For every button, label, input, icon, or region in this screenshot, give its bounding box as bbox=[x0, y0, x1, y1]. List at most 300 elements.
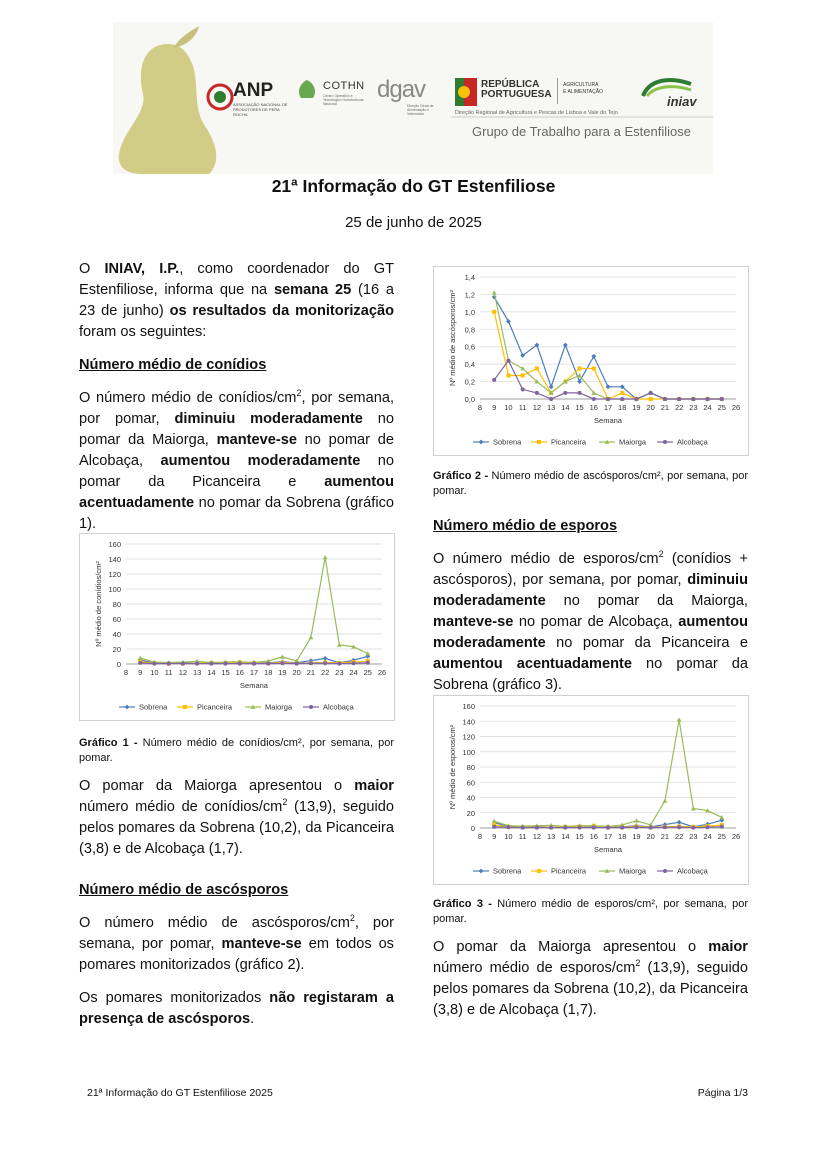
bold-text: não registaram a presença de ascósporos bbox=[79, 990, 394, 1027]
legend-marker bbox=[125, 705, 130, 710]
data-point bbox=[492, 819, 497, 823]
x-tick-label: 19 bbox=[632, 403, 641, 412]
legend-label: Maiorga bbox=[265, 702, 293, 712]
data-point bbox=[280, 661, 284, 665]
caption-2-text bbox=[433, 469, 748, 499]
bold-text: diminuiu moderadamente bbox=[174, 411, 363, 427]
text-run: no pomar de Alcobaça, bbox=[513, 614, 679, 630]
data-point bbox=[323, 555, 328, 559]
bold-text: maior bbox=[708, 939, 748, 955]
data-point bbox=[521, 387, 525, 391]
x-tick-label: 14 bbox=[561, 403, 570, 412]
intro-paragraph bbox=[79, 259, 394, 343]
x-tick-label: 14 bbox=[207, 668, 216, 677]
y-axis-label: Nº médio de ascósporos/cm² bbox=[448, 289, 457, 387]
x-tick-label: 16 bbox=[589, 403, 598, 412]
iniav-wordmark: iniav bbox=[667, 94, 697, 109]
data-point bbox=[663, 825, 667, 829]
legend-marker bbox=[309, 705, 313, 709]
series-line-maiorga bbox=[140, 558, 368, 663]
x-tick-label: 18 bbox=[618, 832, 627, 841]
data-point bbox=[592, 826, 596, 830]
data-point bbox=[224, 662, 228, 666]
y-tick-label: 1,0 bbox=[464, 307, 475, 317]
data-point bbox=[492, 825, 496, 829]
document-date: 25 de junho de 2025 bbox=[345, 214, 482, 231]
y-tick-label: 1,4 bbox=[464, 273, 475, 282]
x-tick-label: 17 bbox=[603, 403, 613, 412]
text-run: número médio de esporos/cm bbox=[433, 960, 636, 976]
legend-item bbox=[657, 867, 709, 876]
x-tick-label: 17 bbox=[249, 668, 259, 677]
legend-item bbox=[245, 703, 293, 712]
data-point bbox=[563, 391, 567, 395]
text-run: no pomar da Maiorga, bbox=[79, 411, 394, 448]
data-point bbox=[549, 397, 553, 401]
text-run: O número médio de conídios/cm bbox=[79, 390, 297, 406]
text-run: no pomar da Sobrena (gráfico 3). bbox=[433, 656, 748, 693]
text-run: no pomar de Alcobaça, bbox=[79, 432, 395, 469]
data-point bbox=[506, 825, 510, 829]
data-point bbox=[506, 319, 511, 324]
legend-label: Sobrena bbox=[493, 437, 522, 447]
x-tick-label: 25 bbox=[363, 668, 372, 677]
data-point bbox=[323, 656, 328, 661]
data-point bbox=[578, 826, 582, 830]
superscript: 2 bbox=[349, 913, 355, 924]
y-tick-label: 1,2 bbox=[464, 290, 475, 300]
data-point bbox=[309, 661, 313, 665]
x-tick-label: 20 bbox=[646, 403, 655, 412]
x-tick-label: 16 bbox=[589, 832, 598, 841]
x-tick-label: 9 bbox=[492, 832, 497, 841]
y-tick-label: 160 bbox=[462, 702, 475, 711]
legend-label: Maiorga bbox=[619, 866, 647, 876]
x-tick-label: 13 bbox=[192, 668, 202, 677]
x-tick-label: 26 bbox=[731, 832, 741, 841]
x-tick-label: 15 bbox=[575, 403, 584, 412]
text-run: , por semana, por pomar, bbox=[79, 390, 394, 427]
y-tick-label: 140 bbox=[462, 717, 475, 727]
data-point bbox=[535, 391, 539, 395]
data-point bbox=[677, 397, 681, 401]
data-point bbox=[649, 391, 653, 395]
data-point bbox=[352, 661, 356, 665]
x-tick-label: 13 bbox=[546, 403, 556, 412]
caption-chart-3 bbox=[433, 897, 748, 927]
x-tick-label: 22 bbox=[320, 668, 330, 677]
data-point bbox=[138, 661, 142, 665]
caption-1-text bbox=[79, 736, 394, 766]
data-point bbox=[663, 397, 667, 401]
anp-emblem-icon bbox=[205, 82, 235, 112]
data-point bbox=[521, 373, 525, 377]
right-column-lower bbox=[433, 937, 748, 1033]
text-run: em todos os pomares monitorizados (gráfico 2). bbox=[79, 936, 394, 973]
x-tick-label: 11 bbox=[164, 668, 173, 677]
x-tick-label: 19 bbox=[632, 832, 641, 841]
legend-label: Alcobaça bbox=[677, 866, 708, 876]
y-tick-label: 0,6 bbox=[464, 342, 475, 352]
footer-page-number: Página 1/3 bbox=[697, 1087, 748, 1099]
series-line-maiorga bbox=[494, 293, 722, 399]
superscript: 2 bbox=[296, 388, 302, 399]
text-run: (13,9), seguido pelos pomares da Sobrena (10,2), da Picanceira (3,8) e de Alcobaça (1,7). bbox=[433, 960, 748, 1018]
x-tick-label: 20 bbox=[292, 668, 301, 677]
y-tick-label: 60 bbox=[466, 778, 475, 788]
x-tick-label: 25 bbox=[717, 403, 726, 412]
bold-text: aumentou acentuadamente bbox=[433, 656, 632, 672]
x-tick-label: 23 bbox=[689, 403, 698, 412]
y-tick-label: 160 bbox=[108, 540, 121, 549]
bold-text: aumentou moderadamente bbox=[433, 614, 748, 651]
legend-label: Maiorga bbox=[619, 437, 647, 447]
y-tick-label: 0,8 bbox=[464, 325, 475, 335]
y-tick-label: 100 bbox=[108, 585, 121, 594]
data-point bbox=[323, 661, 327, 665]
legend-item bbox=[177, 703, 233, 712]
series-line-sobrena bbox=[494, 297, 722, 399]
data-point bbox=[620, 397, 624, 401]
data-point bbox=[606, 826, 610, 830]
paragraph-esporos bbox=[433, 549, 748, 696]
superscript: 2 bbox=[282, 797, 288, 808]
data-point bbox=[549, 826, 553, 830]
x-tick-label: 23 bbox=[335, 668, 344, 677]
x-tick-label: 16 bbox=[235, 668, 244, 677]
x-tick-label: 12 bbox=[532, 403, 542, 412]
data-point bbox=[492, 310, 496, 314]
bold-text: maior bbox=[354, 778, 394, 794]
chart-1 bbox=[79, 533, 395, 721]
legend-label: Picanceira bbox=[551, 866, 587, 876]
legend-label: Picanceira bbox=[551, 437, 587, 447]
text-run: Número médio de conídios/cm², por semana, por pomar. bbox=[79, 737, 394, 764]
chart-3 bbox=[433, 695, 749, 885]
text-run: O bbox=[79, 261, 105, 277]
dgav-logo bbox=[377, 76, 443, 120]
data-point bbox=[706, 825, 710, 829]
data-point bbox=[152, 662, 156, 666]
data-point bbox=[506, 359, 510, 363]
x-axis-label: Semana bbox=[594, 416, 622, 425]
text-run: número médio de conídios/cm bbox=[79, 799, 283, 815]
y-tick-label: 20 bbox=[466, 808, 475, 818]
y-tick-label: 0,4 bbox=[464, 360, 475, 370]
data-point bbox=[620, 826, 624, 830]
data-point bbox=[535, 366, 539, 370]
dgav-subtitle: Direção Geral de Alimentação e Veterinária bbox=[407, 104, 434, 116]
data-point bbox=[634, 825, 638, 829]
x-axis-label: Semana bbox=[240, 681, 268, 690]
text-run: no pomar da Sobrena (gráfico 1). bbox=[79, 495, 394, 532]
data-point bbox=[266, 662, 270, 666]
x-tick-label: 8 bbox=[477, 403, 483, 412]
legend-item bbox=[657, 438, 709, 447]
bold-text: Gráfico 2 - bbox=[433, 470, 492, 482]
legend-item bbox=[473, 438, 522, 447]
paragraph-ascosporos bbox=[79, 913, 394, 976]
text-run: O pomar da Maiorga apresentou o bbox=[433, 939, 709, 955]
data-point bbox=[706, 397, 710, 401]
data-point bbox=[691, 826, 695, 830]
data-point bbox=[720, 825, 724, 829]
x-tick-label: 20 bbox=[646, 832, 655, 841]
portugal-emblem-icon bbox=[455, 78, 477, 106]
y-tick-label: 0 bbox=[116, 660, 121, 669]
legend-marker bbox=[183, 705, 187, 709]
x-tick-label: 19 bbox=[278, 668, 287, 677]
x-tick-label: 15 bbox=[575, 832, 584, 841]
x-tick-label: 21 bbox=[306, 668, 316, 677]
cothn-logo bbox=[295, 78, 369, 118]
x-tick-label: 26 bbox=[377, 668, 387, 677]
cothn-subtitle: Centro Operativo e Tecnológico Hortofrutícola Nacional bbox=[323, 94, 364, 106]
data-point bbox=[677, 717, 682, 721]
data-point bbox=[662, 799, 667, 803]
data-point bbox=[634, 397, 638, 401]
y-tick-label: 0 bbox=[470, 824, 475, 833]
text-run: O número médio de esporos/cm bbox=[433, 551, 659, 567]
superscript: 2 bbox=[635, 958, 641, 969]
paragraph-conidios bbox=[79, 388, 394, 535]
legend-label: Sobrena bbox=[493, 866, 522, 876]
legend-marker bbox=[663, 440, 667, 444]
x-tick-label: 26 bbox=[731, 403, 741, 412]
bold-text: manteve-se bbox=[221, 936, 302, 952]
x-tick-label: 22 bbox=[674, 832, 684, 841]
legend-item bbox=[473, 867, 522, 876]
x-tick-label: 14 bbox=[561, 832, 570, 841]
bold-text: aumentou acentuadamente bbox=[79, 474, 394, 511]
data-point bbox=[649, 397, 653, 401]
text-run: (conídios + ascósporos), por semana, por pomar, bbox=[433, 551, 748, 588]
series-line-alcobaça bbox=[494, 361, 722, 399]
document-title: 21ª Informação do GT Estenfiliose bbox=[271, 176, 556, 196]
x-tick-label: 9 bbox=[138, 668, 143, 677]
x-tick-label: 15 bbox=[221, 668, 230, 677]
data-point bbox=[549, 384, 554, 389]
data-point bbox=[209, 662, 213, 666]
series-line-maiorga bbox=[494, 720, 722, 827]
footer-left: 21ª Informação do GT Estenfiliose 2025 bbox=[87, 1087, 273, 1099]
x-tick-label: 11 bbox=[518, 832, 527, 841]
x-tick-label: 17 bbox=[603, 832, 613, 841]
anp-wordmark: ANP bbox=[233, 80, 274, 101]
heading-ascosporos: Número médio de ascósporos bbox=[79, 882, 289, 898]
legend-item bbox=[599, 867, 647, 876]
group-title: Grupo de Trabalho para a Estenfiliose bbox=[472, 124, 691, 139]
data-point bbox=[492, 378, 496, 382]
cothn-wordmark: COTHN bbox=[323, 80, 365, 92]
legend-marker bbox=[479, 869, 484, 874]
x-tick-label: 10 bbox=[150, 668, 159, 677]
x-tick-label: 12 bbox=[178, 668, 188, 677]
left-column bbox=[79, 259, 394, 547]
chart-svg bbox=[80, 534, 394, 720]
data-point bbox=[280, 654, 285, 658]
x-tick-label: 11 bbox=[518, 403, 527, 412]
data-point bbox=[563, 826, 567, 830]
left-column-lower bbox=[79, 776, 394, 1042]
agricultura-label: AGRICULTURA E ALIMENTAÇÃO bbox=[563, 82, 603, 95]
text-run: Número médio de esporos/cm², por semana, por pomar. bbox=[433, 898, 748, 925]
data-point bbox=[520, 366, 525, 370]
data-point bbox=[366, 661, 370, 665]
anp-logo bbox=[205, 80, 291, 116]
caption-chart-1 bbox=[79, 736, 394, 766]
data-point bbox=[691, 397, 695, 401]
text-run: no pomar da Picanceira e bbox=[545, 635, 748, 651]
text-run: , por semana, por pomar, bbox=[79, 915, 394, 952]
y-tick-label: 0,0 bbox=[464, 395, 475, 404]
legend-item bbox=[599, 438, 647, 447]
data-point bbox=[492, 290, 497, 294]
text-run: Os pomares monitorizados bbox=[79, 990, 270, 1006]
y-tick-label: 0,2 bbox=[464, 377, 475, 387]
x-tick-label: 10 bbox=[504, 832, 513, 841]
y-tick-label: 40 bbox=[112, 630, 121, 639]
republica-wordmark: REPÚBLICA PORTUGUESA bbox=[481, 79, 552, 100]
x-tick-label: 12 bbox=[532, 832, 542, 841]
x-tick-label: 23 bbox=[689, 832, 698, 841]
legend-item bbox=[531, 438, 587, 447]
data-point bbox=[606, 384, 611, 389]
data-point bbox=[506, 373, 510, 377]
iniav-logo bbox=[639, 74, 705, 114]
data-point bbox=[592, 397, 596, 401]
data-point bbox=[295, 662, 299, 666]
x-tick-label: 9 bbox=[492, 403, 497, 412]
data-point bbox=[578, 391, 582, 395]
text-run: Número médio de ascósporos/cm², por semana, por pomar. bbox=[433, 470, 748, 497]
text-run: foram os seguintes: bbox=[79, 324, 207, 340]
data-point bbox=[720, 397, 724, 401]
chart-svg bbox=[434, 696, 748, 884]
y-axis-label: Nº médio de esporos/cm² bbox=[448, 724, 457, 810]
bold-text: aumentou moderadamente bbox=[160, 453, 361, 469]
y-tick-label: 80 bbox=[466, 763, 475, 772]
x-tick-label: 21 bbox=[660, 832, 670, 841]
data-point bbox=[535, 826, 539, 830]
bold-text: diminuiu moderadamente bbox=[433, 572, 748, 609]
data-point bbox=[606, 397, 610, 401]
cothn-emblem-icon bbox=[295, 78, 319, 100]
legend-item bbox=[531, 867, 587, 876]
bold-text: manteve-se bbox=[216, 432, 297, 448]
legend-marker bbox=[479, 440, 484, 445]
x-tick-label: 18 bbox=[264, 668, 273, 677]
paragraph-nao-registaram bbox=[79, 988, 394, 1030]
text-run: . bbox=[250, 1011, 255, 1027]
legend-marker bbox=[663, 869, 667, 873]
y-tick-label: 100 bbox=[462, 747, 475, 757]
data-point bbox=[195, 662, 199, 666]
chart-2 bbox=[433, 266, 749, 456]
superscript: 2 bbox=[658, 549, 664, 560]
legend-marker bbox=[537, 869, 541, 873]
legend-item bbox=[303, 703, 355, 712]
data-point bbox=[620, 391, 624, 395]
text-run: (16 a 23 de junho) bbox=[79, 282, 394, 319]
paragraph-maior-esporos bbox=[433, 937, 748, 1021]
data-point bbox=[634, 818, 639, 822]
data-point bbox=[677, 825, 681, 829]
legend-label: Alcobaça bbox=[323, 702, 354, 712]
y-tick-label: 80 bbox=[112, 600, 121, 609]
bold-text: Gráfico 1 - bbox=[79, 737, 143, 749]
bold-text: manteve-se bbox=[433, 614, 514, 630]
y-tick-label: 120 bbox=[462, 732, 475, 742]
data-point bbox=[308, 635, 313, 639]
data-point bbox=[337, 662, 341, 666]
x-tick-label: 21 bbox=[660, 403, 670, 412]
legend-label: Sobrena bbox=[139, 702, 168, 712]
data-point bbox=[238, 662, 242, 666]
legend-label: Picanceira bbox=[197, 702, 233, 712]
data-point bbox=[591, 354, 596, 359]
x-tick-label: 24 bbox=[703, 403, 712, 412]
text-run: no pomar da Maiorga, bbox=[545, 593, 748, 609]
bold-text: Gráfico 3 - bbox=[433, 898, 498, 910]
legend-item bbox=[119, 703, 168, 712]
data-point bbox=[577, 373, 582, 377]
y-axis-label: Nº médio de conídios/cm² bbox=[94, 561, 103, 647]
anp-subtitle: ASSOCIAÇÃO NACIONAL DE PRODUTORES DE PERA ROCHA bbox=[233, 102, 288, 117]
legend-label: Alcobaça bbox=[677, 437, 708, 447]
caption-chart-2 bbox=[433, 469, 748, 499]
data-point bbox=[181, 662, 185, 666]
x-tick-label: 24 bbox=[703, 832, 712, 841]
text-run: O número médio de ascósporos/cm bbox=[79, 915, 350, 931]
x-axis-label: Semana bbox=[594, 845, 622, 854]
data-point bbox=[578, 366, 582, 370]
y-tick-label: 140 bbox=[108, 555, 121, 564]
y-tick-label: 60 bbox=[112, 615, 121, 624]
x-tick-label: 25 bbox=[717, 832, 726, 841]
dgav-wordmark: dgav bbox=[377, 76, 426, 103]
bold-text: INIAV, I.P. bbox=[104, 261, 180, 277]
legend-marker bbox=[537, 440, 541, 444]
data-point bbox=[649, 826, 653, 830]
partner-logos bbox=[205, 74, 705, 124]
right-column bbox=[433, 516, 748, 708]
data-point bbox=[167, 662, 171, 666]
x-tick-label: 24 bbox=[349, 668, 358, 677]
text-run: , como coordenador do GT Estenfiliose, informa que na bbox=[79, 261, 394, 298]
heading-esporos: Número médio de esporos bbox=[433, 518, 618, 534]
y-tick-label: 20 bbox=[112, 645, 121, 654]
data-point bbox=[592, 366, 596, 370]
paragraph-maior-conidios bbox=[79, 776, 394, 860]
y-tick-label: 120 bbox=[108, 570, 121, 579]
caption-3-text bbox=[433, 897, 748, 927]
x-tick-label: 22 bbox=[674, 403, 684, 412]
bold-text: semana 25 bbox=[273, 282, 352, 298]
text-run: O pomar da Maiorga apresentou o bbox=[79, 778, 355, 794]
draplvt-label: Direção Regional de Agricultura e Pescas de Lisboa e Vale do Tejo bbox=[455, 110, 618, 116]
x-tick-label: 13 bbox=[546, 832, 556, 841]
data-point bbox=[252, 662, 256, 666]
logo-divider bbox=[557, 78, 558, 104]
data-point bbox=[521, 826, 525, 830]
heading-conidios: Número médio de conídios bbox=[79, 357, 267, 373]
data-point bbox=[138, 656, 143, 660]
x-tick-label: 8 bbox=[123, 668, 129, 677]
y-tick-label: 40 bbox=[466, 793, 475, 803]
data-point bbox=[577, 379, 582, 384]
chart-svg bbox=[434, 267, 748, 455]
